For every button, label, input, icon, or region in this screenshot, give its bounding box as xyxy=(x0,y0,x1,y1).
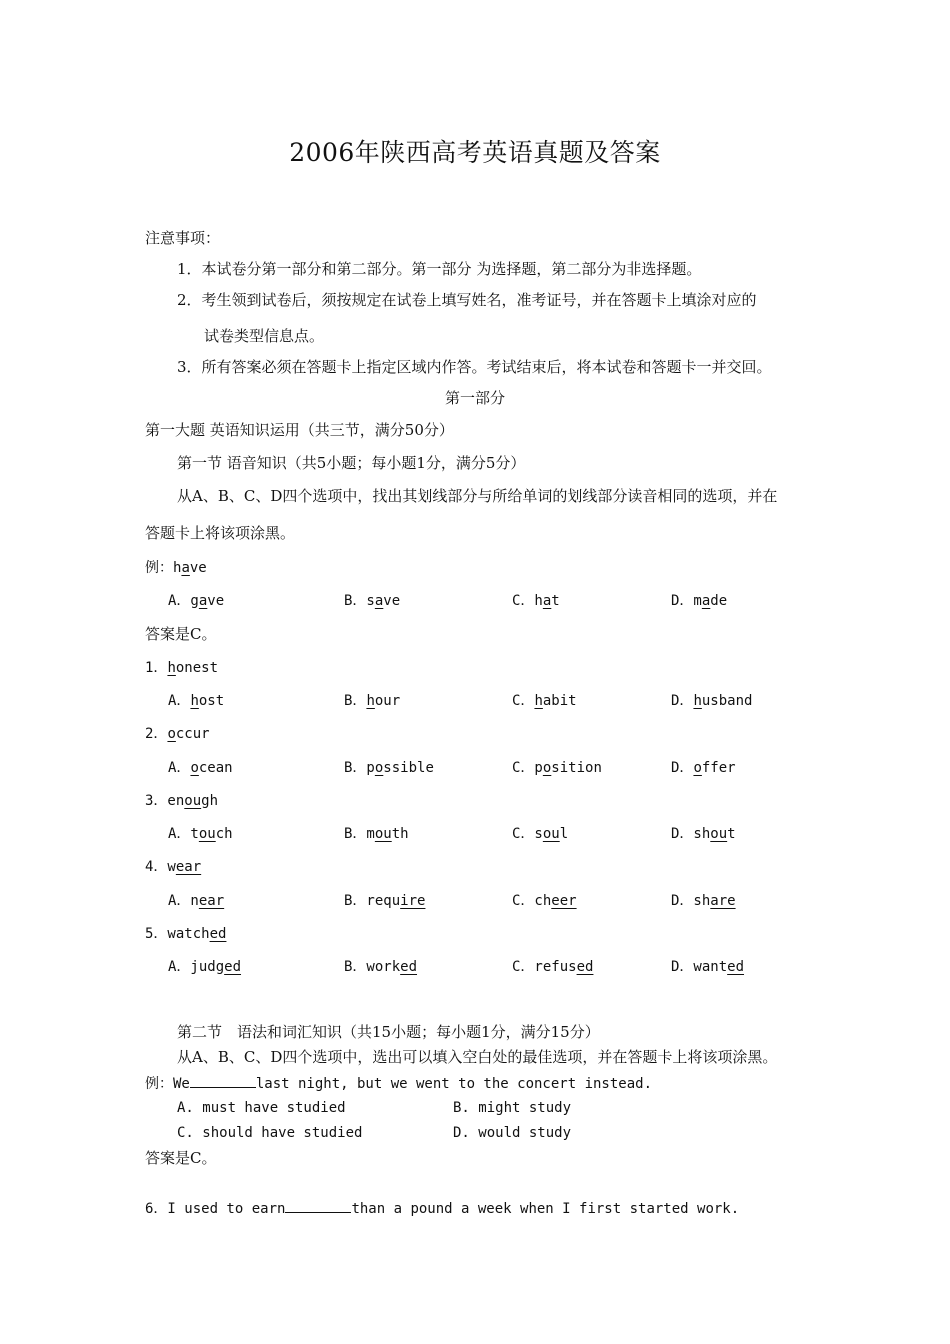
part-one-heading: 第一部分 xyxy=(444,389,505,407)
question-2: 2．occur xyxy=(145,726,210,742)
example-option-c: C．hat xyxy=(512,593,560,609)
example-option-b: B．save xyxy=(344,593,401,609)
example-answer: 答案是C。 xyxy=(145,625,217,643)
example-two-option-b: B. might study xyxy=(453,1100,572,1116)
q3-option-a: A．touch xyxy=(168,826,233,842)
q5-option-b: B．worked xyxy=(344,959,418,975)
q1-option-b: B．hour xyxy=(344,693,401,709)
q3-option-c: C．soul xyxy=(512,826,569,842)
q4-option-c: C．cheer xyxy=(512,893,577,909)
note-3: 3．所有答案必须在答题卡上指定区域内作答。考试结束后，将本试卷和答题卡一并交回。 xyxy=(177,358,772,376)
subsection-one-title: 第一节 语音知识（共5小题；每小题1分，满分5分） xyxy=(177,454,526,472)
q3-option-b: B．mouth xyxy=(344,826,409,842)
q1-option-c: C．habit xyxy=(512,693,577,709)
q2-option-d: D．offer xyxy=(671,760,736,776)
q5-option-d: D．wanted xyxy=(671,959,745,975)
q5-option-a: A．judged xyxy=(168,959,242,975)
subsection-two-title: 第二节 语法和词汇知识（共15小题；每小题1分，满分15分） xyxy=(177,1023,600,1041)
answer-blank xyxy=(190,1073,256,1088)
q1-option-a: A．host xyxy=(168,693,225,709)
question-4: 4．wear xyxy=(145,859,202,875)
example-two-option-d: D. would study xyxy=(453,1125,572,1141)
example-word: 例：have xyxy=(145,560,207,576)
example-two-option-a: A. must have studied xyxy=(177,1100,346,1116)
q3-option-d: D．shout xyxy=(671,826,736,842)
example-option-a: A．gave xyxy=(168,593,225,609)
question-6: 6．I used to earn than a pound a week when I first started work. xyxy=(145,1198,739,1219)
q2-option-b: B．possible xyxy=(344,760,434,776)
example-two-option-c: C. should have studied xyxy=(177,1125,363,1141)
subsection-one-instruction-cont: 答题卡上将该项涂黑。 xyxy=(145,524,296,542)
q5-option-c: C．refused xyxy=(512,959,594,975)
answer-blank xyxy=(285,1198,351,1213)
question-3: 3．enough xyxy=(145,793,219,809)
q4-option-a: A．near xyxy=(168,893,225,909)
note-1: 1．本试卷分第一部分和第二部分。第一部分 为选择题，第二部分为非选择题。 xyxy=(177,260,702,278)
subsection-one-instruction: 从A、B、C、D四个选项中，找出其划线部分与所给单词的划线部分读音相同的选项，并在 xyxy=(177,487,778,505)
example-two-sentence: 例：We last night, but we went to the concert instead. xyxy=(145,1073,652,1094)
question-1: 1．honest xyxy=(145,660,219,676)
notes-heading: 注意事项： xyxy=(145,229,221,247)
question-5: 5．watched xyxy=(145,926,227,942)
document-title: 2006年陕西高考英语真题及答案 xyxy=(289,138,661,167)
note-2-cont: 试卷类型信息点。 xyxy=(204,327,325,345)
q4-option-d: D．share xyxy=(671,893,736,909)
q2-option-c: C．position xyxy=(512,760,602,776)
q1-option-d: D．husband xyxy=(671,693,753,709)
example-option-d: D．made xyxy=(671,593,728,609)
section-one-title: 第一大题 英语知识运用（共三节，满分50分） xyxy=(145,421,454,439)
example-two-answer: 答案是C。 xyxy=(145,1149,217,1167)
q2-option-a: A．ocean xyxy=(168,760,233,776)
note-2: 2．考生领到试卷后，须按规定在试卷上填写姓名，准考证号，并在答题卡上填涂对应的 xyxy=(177,291,757,309)
subsection-two-instruction: 从A、B、C、D四个选项中，选出可以填入空白处的最佳选项，并在答题卡上将该项涂黑。 xyxy=(177,1048,778,1066)
q4-option-b: B．require xyxy=(344,893,426,909)
